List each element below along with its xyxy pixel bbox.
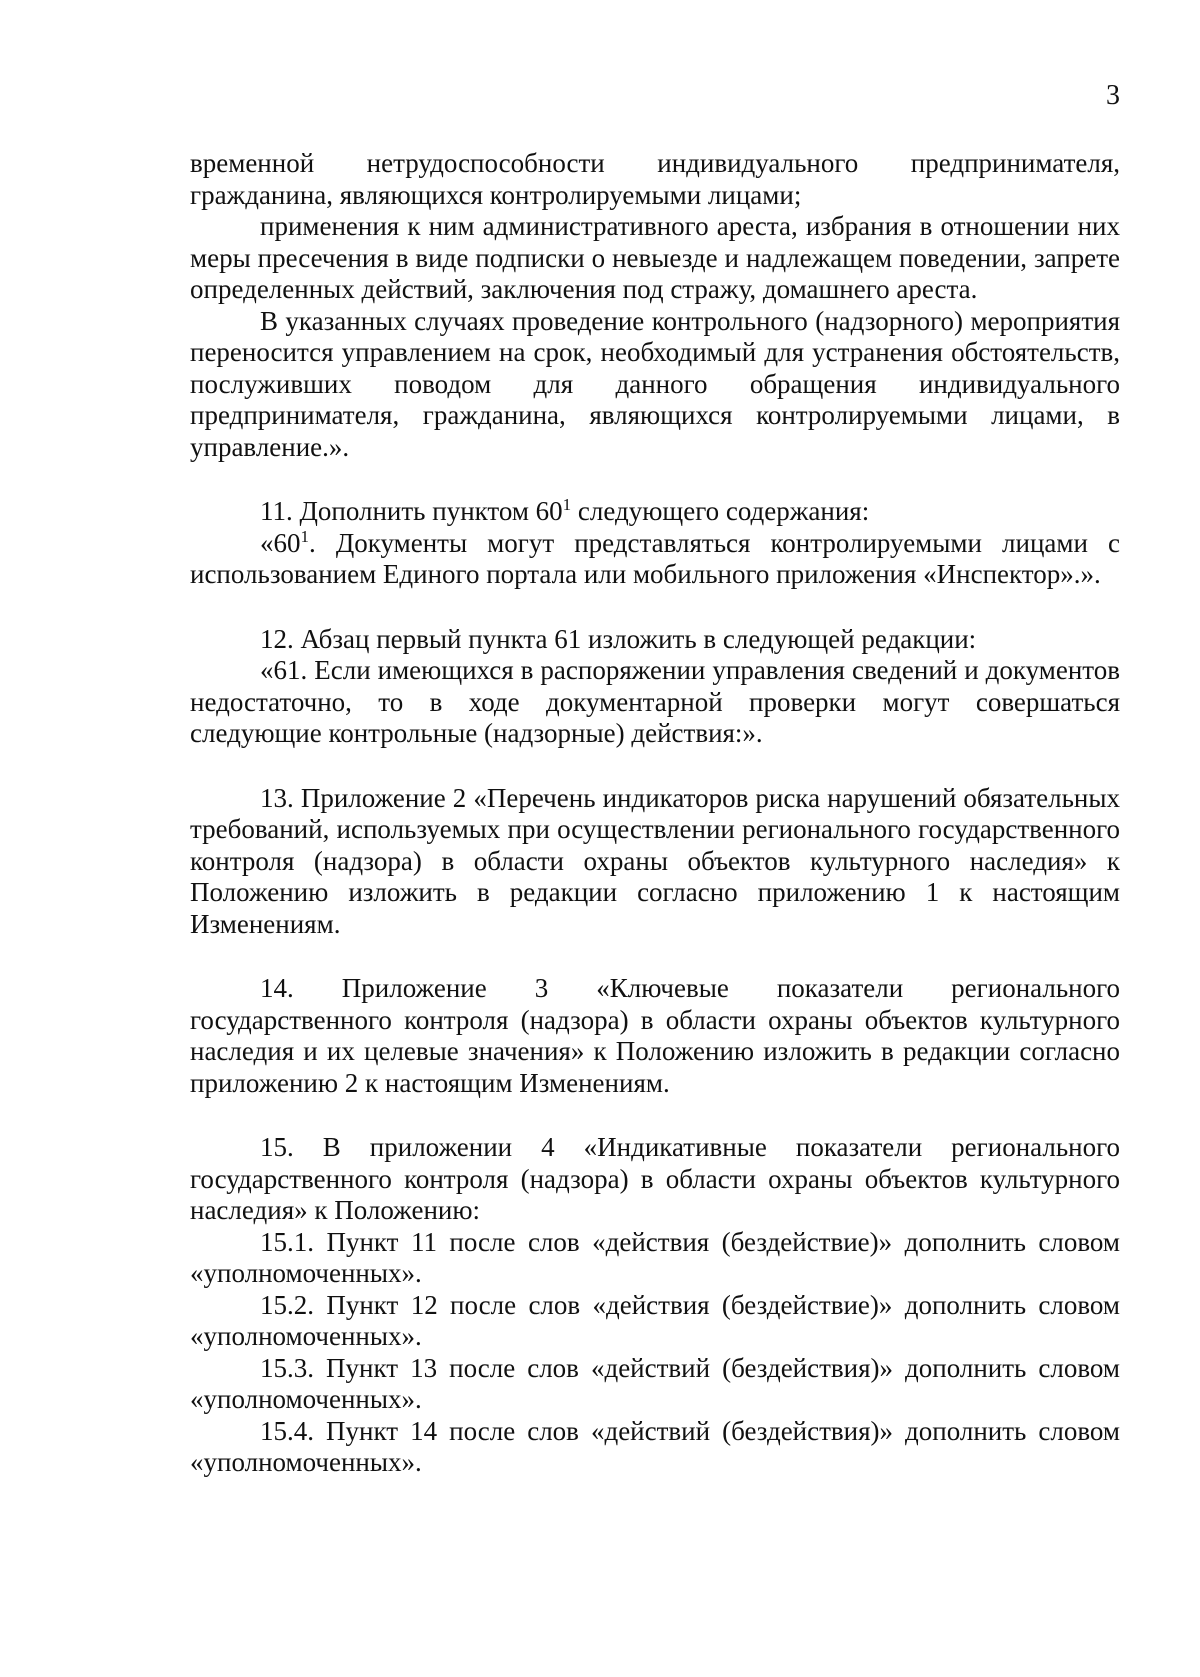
item-15-1-text: 15.1. Пункт 11 после слов «действия (бездействие)» дополнить словом «уполномоченных». xyxy=(190,1226,1120,1288)
superscript: 1 xyxy=(300,526,309,546)
item-13-text: 13. Приложение 2 «Перечень индикаторов риска нарушений обязательных требований, используемых при осуществлении регионального государственного контроля (надзора) в области охраны объектов культурного наследия» к Положению изложить в редакции согласно приложению 1 к настоящим Изменениям. xyxy=(190,782,1120,939)
item-15-3-text: 15.3. Пункт 13 после слов «действий (бездействия)» дополнить словом «уполномоченных». xyxy=(190,1352,1120,1414)
item-60-1-start: «60 xyxy=(260,527,301,558)
item-15-2-text: 15.2. Пункт 12 после слов «действия (бездействие)» дополнить словом «уполномоченных». xyxy=(190,1289,1120,1351)
item-60-1-text xyxy=(190,528,1120,591)
item-12-heading: 12. Абзац первый пункта 61 изложить в следующей редакции: xyxy=(260,623,977,654)
section-gap xyxy=(190,940,1120,973)
section-gap xyxy=(190,1099,1120,1132)
item-14-text: 14. Приложение 3 «Ключевые показатели регионального государственного контроля (надзора) в области охраны объектов культурного наследия и их целевые значения» к Положению изложить в редакции согласно приложению 2 к настоящим Изменениям. xyxy=(190,973,1120,1098)
section-gap xyxy=(190,591,1120,624)
item-60-1-body: . Документы могут представляться контролируемыми лицами с использованием Единого портала или мобильного приложения «Инспектор».». xyxy=(190,527,1120,589)
paragraph-2: применения к ним административного ареста, избрания в отношении них меры пресечения в виде подписки о невыезде и надлежащем поведении, запрете определенных действий, заключения под стражу, домашнего ареста. xyxy=(190,211,1120,304)
superscript: 1 xyxy=(562,495,572,514)
paragraph-1: временной нетрудоспособности индивидуального предпринимателя, гражданина, являющихся контролируемыми лицами; xyxy=(190,148,1120,210)
item-15-4-text: 15.4. Пункт 14 после слов «действий (бездействия)» дополнить словом «уполномоченных». xyxy=(190,1415,1120,1477)
section-gap xyxy=(190,463,1120,496)
paragraph-3: В указанных случаях проведение контрольного (надзорного) мероприятия переносится управлением на срок, необходимый для устранения обстоятельств, послуживших поводом для данного обращения индивидуального предпринимателя, гражданина, являющихся контролируемыми лицами, в управление.». xyxy=(190,305,1120,462)
item-15-text: 15. В приложении 4 «Индикативные показатели регионального государственного контроля (надзора) в области охраны объектов культурного наследия» к Положению: xyxy=(190,1132,1120,1225)
document-body xyxy=(190,148,1120,1479)
item-11-text-tail: следующего содержания: xyxy=(571,496,870,526)
item-61-text: «61. Если имеющихся в распоряжении управления сведений и документов недостаточно, то в ходе документарной проверки могут совершаться следующие контрольные (надзорные) действия:». xyxy=(190,655,1120,748)
item-11-text: 11. Дополнить пунктом 60 xyxy=(260,496,563,526)
section-gap xyxy=(190,750,1120,783)
item-11-heading xyxy=(190,496,1120,528)
page-number: 3 xyxy=(1106,80,1120,111)
